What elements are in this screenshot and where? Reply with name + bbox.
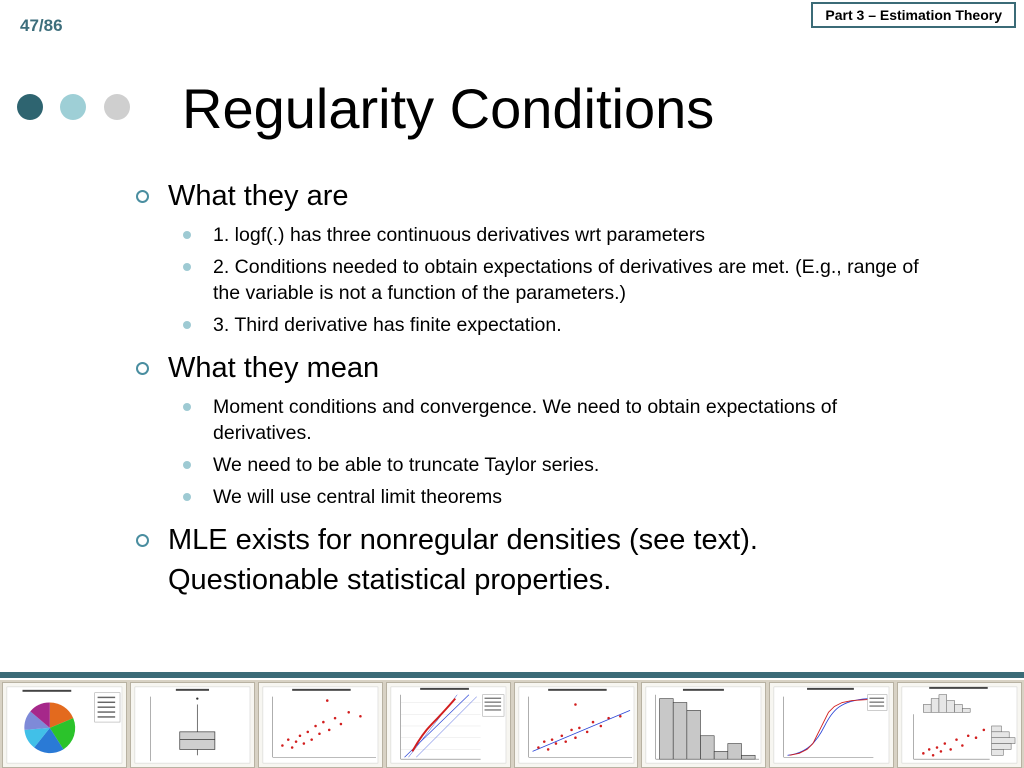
dot-bullet-icon (183, 321, 191, 329)
sub-bullet-text: Moment conditions and convergence. We need to obtain expectations of derivatives. (213, 396, 838, 444)
sub-bullet (130, 394, 920, 446)
ring-bullet-icon (136, 534, 149, 547)
sub-bullet-text: We need to be able to truncate Taylor series. (213, 454, 600, 476)
bullet-1-text: What they are (168, 180, 349, 212)
thumbnail-probability-plot[interactable] (386, 682, 511, 768)
marginal-plot-icon (898, 683, 1021, 767)
probability-plot-icon (387, 683, 510, 767)
dot-bullet-icon (183, 263, 191, 271)
page-number: 47/86 (20, 16, 63, 35)
bullet-2 (130, 348, 920, 388)
thumbnail-ecdf[interactable] (769, 682, 894, 768)
ring-bullet-icon (136, 362, 149, 375)
decor-dot-1 (17, 94, 43, 120)
ecdf-icon (770, 683, 893, 767)
histogram-icon (642, 683, 765, 767)
slide-content (130, 170, 920, 600)
scatterplot-icon (259, 683, 382, 767)
sub-bullet-text: We will use central limit theorems (213, 486, 502, 508)
decor-dot-2 (60, 94, 86, 120)
bullet-3 (130, 520, 920, 600)
sub-bullet (130, 312, 920, 338)
thumbnail-scatterplot-fit[interactable] (514, 682, 639, 768)
sub-bullet-text: 3. Third derivative has finite expectation. (213, 314, 562, 336)
bullet-1 (130, 176, 920, 216)
ring-bullet-icon (136, 190, 149, 203)
sub-bullet (130, 254, 920, 306)
dot-bullet-icon (183, 461, 191, 469)
thumbnail-boxplot[interactable] (130, 682, 255, 768)
decor-dot-3 (104, 94, 130, 120)
thumbnail-pie-chart[interactable] (2, 682, 127, 768)
bullet-3-text: MLE exists for nonregular densities (see text). Questionable statistical properties. (168, 524, 758, 596)
sub-bullet (130, 452, 920, 478)
thumbnail-strip (0, 680, 1024, 768)
sub-bullet (130, 484, 920, 510)
sub-bullet (130, 222, 920, 248)
dot-bullet-icon (183, 493, 191, 501)
bottom-rule (0, 672, 1024, 678)
sub-bullet-text: 1. logf(.) has three continuous derivatives wrt parameters (213, 224, 706, 246)
bullet-2-text: What they mean (168, 352, 380, 384)
section-label: Part 3 – Estimation Theory (811, 2, 1016, 28)
thumbnail-histogram[interactable] (641, 682, 766, 768)
dot-bullet-icon (183, 403, 191, 411)
thumbnail-marginal-plot[interactable] (897, 682, 1022, 768)
thumbnail-scatterplot[interactable] (258, 682, 383, 768)
dot-bullet-icon (183, 231, 191, 239)
boxplot-icon (131, 683, 254, 767)
slide-title: Regularity Conditions (182, 77, 715, 140)
scatterplot-icon (515, 683, 638, 767)
sub-bullet-text: 2. Conditions needed to obtain expectations of derivatives are met. (E.g., range of the variable is not a function of the parameters.) (213, 256, 919, 304)
pie-chart-icon (3, 683, 126, 767)
